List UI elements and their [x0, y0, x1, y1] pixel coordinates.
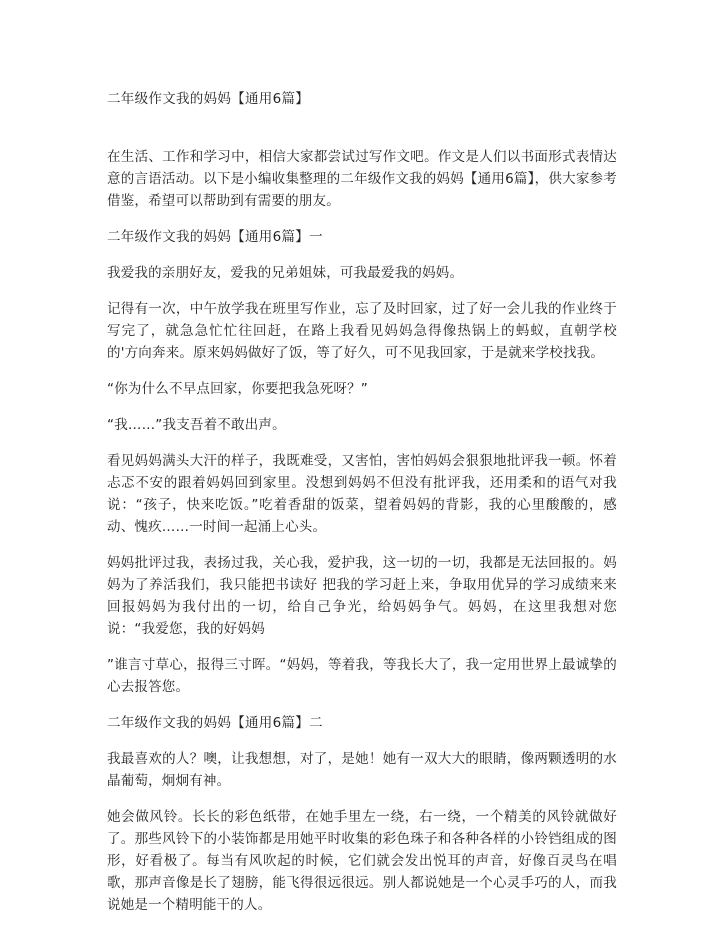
document-title: 二年级作文我的妈妈【通用6篇】	[107, 91, 310, 107]
document-content	[107, 88, 617, 930]
intro-paragraph: 在生活、工作和学习中，相信大家都尝试过写作文吧。作文是人们以书面形式表情达意的言语活动。以下是小编收集整理的二年级作文我的妈妈【通用6篇】，供大家参考借鉴，希望可以帮助到有需要的朋友。	[107, 149, 617, 209]
paragraph: 我最喜欢的人？噢，让我想想，对了，是她！她有一双大大的眼睛，像两颗透明的水晶葡萄，炯炯有神。	[107, 751, 617, 789]
section-heading-2: 二年级作文我的妈妈【通用6篇】二	[107, 715, 323, 731]
paragraph: ”谁言寸草心，报得三寸晖。“妈妈，等着我，等我长大了，我一定用世界上最诚挚的心去报答您。	[107, 657, 617, 695]
paragraph: 我爱我的亲朋好友，爱我的兄弟姐妹，可我最爱我的妈妈。	[107, 265, 464, 281]
paragraph: 看见妈妈满头大汗的样子，我既难受，又害怕，害怕妈妈会狠狠地批评我一顿。怀着忐忑不安的跟着妈妈回到家里。没想到妈妈不但没有批评我，还用柔和的语气对我说：“孩子，快来吃饭。”吃着香甜的饭菜，望着妈妈的背影，我的心里酸酸的，感动、愧疚……一时间一起涌上心头。	[107, 453, 617, 535]
section-heading-1: 二年级作文我的妈妈【通用6篇】一	[107, 229, 323, 245]
paragraph: “我……”我支吾着不敢出声。	[107, 417, 286, 433]
paragraph: 她会做风铃。长长的彩色纸带，在她手里左一绕，右一绕，一个精美的风铃就做好了。那些风铃下的小装饰都是用她平时收集的彩色珠子和各种各样的小铃铛组成的图形，好看极了。每当有风吹起的时候，它们就会发出悦耳的声音，好像百灵鸟在唱歌，那声音像是长了翅膀，能飞得很远很远。别人都说她是一个心灵手巧的人，而我说她是一个精明能干的人。	[107, 809, 617, 913]
paragraph: 妈妈批评过我，表扬过我，关心我，爱护我，这一切的一切，我都是无法回报的。妈妈为了养活我们，我只能把书读好 把我的学习赶上来，争取用优异的学习成绩来来回报妈妈为我付出的一切，给自己争光，给妈妈争气。妈妈，在这里我想对您说：“我爱您，我的好妈妈	[107, 555, 617, 637]
paragraph: 记得有一次，中午放学我在班里写作业，忘了及时回家，过了好一会儿我的作业终于写完了，就急急忙忙往回赶，在路上我看见妈妈急得像热锅上的蚂蚁，直朝学校的'方向奔来。原来妈妈做好了饭，等了好久，可不见我回家，于是就来学校找我。	[107, 301, 617, 361]
paragraph: “你为什么不早点回家，你要把我急死呀？”	[107, 381, 368, 397]
